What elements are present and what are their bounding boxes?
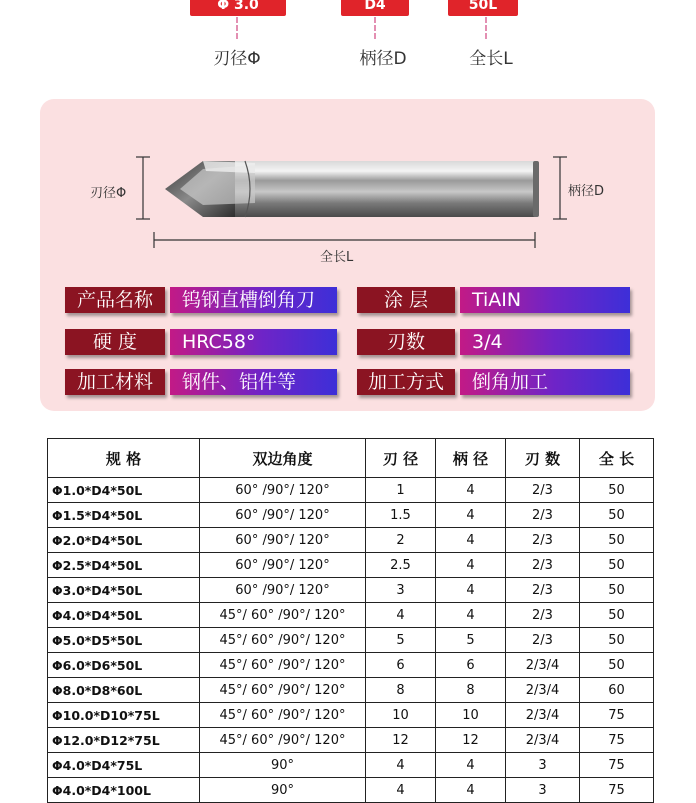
cell-angle: 45°/ 60° /90°/ 120° bbox=[200, 603, 366, 628]
cell-flutes: 3 bbox=[506, 778, 580, 803]
cell-blade-diameter: 8 bbox=[366, 678, 436, 703]
cell-flutes: 2/3/4 bbox=[506, 703, 580, 728]
overall-length-tag-text: 50L bbox=[468, 0, 498, 13]
cell-shank-diameter: 4 bbox=[436, 553, 506, 578]
spec-key-product-name: 产品名称 bbox=[65, 287, 165, 313]
header-model: 规 格 bbox=[48, 439, 200, 478]
header-angle: 双边角度 bbox=[200, 439, 366, 478]
diagram-shank-label: 柄径D bbox=[568, 184, 605, 199]
cell-length: 75 bbox=[580, 753, 654, 778]
cell-shank-diameter: 5 bbox=[436, 628, 506, 653]
spec-value-material: 钢件、铝件等 bbox=[170, 369, 337, 395]
table-row bbox=[48, 553, 654, 578]
table-row bbox=[48, 628, 654, 653]
table-row bbox=[48, 703, 654, 728]
cell-model: Φ8.0*D8*60L bbox=[48, 678, 200, 703]
cell-blade-diameter: 12 bbox=[366, 728, 436, 753]
cell-model: Φ6.0*D6*50L bbox=[48, 653, 200, 678]
cell-length: 50 bbox=[580, 578, 654, 603]
cell-angle: 45°/ 60° /90°/ 120° bbox=[200, 703, 366, 728]
cell-shank-diameter: 8 bbox=[436, 678, 506, 703]
table-row bbox=[48, 753, 654, 778]
spec-key-material: 加工材料 bbox=[65, 369, 165, 395]
table-body bbox=[48, 478, 654, 803]
cell-length: 50 bbox=[580, 553, 654, 578]
cell-length: 75 bbox=[580, 703, 654, 728]
cell-angle: 45°/ 60° /90°/ 120° bbox=[200, 653, 366, 678]
cell-angle: 60° /90°/ 120° bbox=[200, 503, 366, 528]
cell-blade-diameter: 4 bbox=[366, 753, 436, 778]
cell-shank-diameter: 4 bbox=[436, 528, 506, 553]
cell-blade-diameter: 2 bbox=[366, 528, 436, 553]
diagram-length-label: 全长L bbox=[320, 250, 354, 265]
cell-blade-diameter: 6 bbox=[366, 653, 436, 678]
cell-shank-diameter: 4 bbox=[436, 503, 506, 528]
cell-length: 75 bbox=[580, 778, 654, 803]
cell-model: Φ1.5*D4*50L bbox=[48, 503, 200, 528]
cell-angle: 90° bbox=[200, 778, 366, 803]
table-row bbox=[48, 578, 654, 603]
header-flutes: 刃 数 bbox=[506, 439, 580, 478]
spec-key-method: 加工方式 bbox=[357, 369, 455, 395]
cell-shank-diameter: 4 bbox=[436, 478, 506, 503]
cell-length: 50 bbox=[580, 653, 654, 678]
cell-flutes: 2/3 bbox=[506, 503, 580, 528]
top-dimension-legend bbox=[0, 0, 696, 90]
cell-blade-diameter: 1.5 bbox=[366, 503, 436, 528]
diagram-blade-label: 刃径Φ bbox=[90, 186, 127, 201]
cell-length: 50 bbox=[580, 478, 654, 503]
cell-length: 60 bbox=[580, 678, 654, 703]
header-blade-diameter: 刃 径 bbox=[366, 439, 436, 478]
cell-flutes: 2/3 bbox=[506, 553, 580, 578]
spec-value-flutes: 3/4 bbox=[460, 329, 630, 355]
cell-shank-diameter: 6 bbox=[436, 653, 506, 678]
cell-angle: 60° /90°/ 120° bbox=[200, 578, 366, 603]
overall-length-tag bbox=[448, 0, 518, 16]
table-row bbox=[48, 728, 654, 753]
header-length: 全 长 bbox=[580, 439, 654, 478]
cell-shank-diameter: 4 bbox=[436, 603, 506, 628]
cell-blade-diameter: 4 bbox=[366, 603, 436, 628]
blade-diameter-label: 刃径Φ bbox=[213, 49, 261, 69]
cell-shank-diameter: 4 bbox=[436, 753, 506, 778]
cell-model: Φ12.0*D12*75L bbox=[48, 728, 200, 753]
table-row bbox=[48, 478, 654, 503]
cell-shank-diameter: 10 bbox=[436, 703, 506, 728]
header-shank-diameter: 柄 径 bbox=[436, 439, 506, 478]
cell-length: 50 bbox=[580, 503, 654, 528]
cell-flutes: 2/3 bbox=[506, 578, 580, 603]
cell-angle: 45°/ 60° /90°/ 120° bbox=[200, 628, 366, 653]
cell-model: Φ4.0*D4*75L bbox=[48, 753, 200, 778]
table-row bbox=[48, 778, 654, 803]
cell-blade-diameter: 4 bbox=[366, 778, 436, 803]
blade-dash-line bbox=[236, 17, 238, 39]
cell-shank-diameter: 12 bbox=[436, 728, 506, 753]
length-dash-line bbox=[485, 17, 487, 39]
spec-key-coating: 涂 层 bbox=[357, 287, 455, 313]
cell-angle: 60° /90°/ 120° bbox=[200, 528, 366, 553]
cell-length: 50 bbox=[580, 628, 654, 653]
cell-model: Φ4.0*D4*50L bbox=[48, 603, 200, 628]
cell-shank-diameter: 4 bbox=[436, 778, 506, 803]
cell-blade-diameter: 1 bbox=[366, 478, 436, 503]
cell-length: 75 bbox=[580, 728, 654, 753]
cell-flutes: 2/3 bbox=[506, 628, 580, 653]
cell-length: 50 bbox=[580, 528, 654, 553]
cell-shank-diameter: 4 bbox=[436, 578, 506, 603]
blade-diameter-tag-text: Φ 3.0 bbox=[217, 0, 259, 13]
cell-flutes: 2/3/4 bbox=[506, 728, 580, 753]
cell-model: Φ10.0*D10*75L bbox=[48, 703, 200, 728]
cell-flutes: 2/3/4 bbox=[506, 678, 580, 703]
shank-diameter-tag bbox=[341, 0, 409, 16]
table-row bbox=[48, 528, 654, 553]
blade-diameter-tag bbox=[190, 0, 286, 16]
shank-diameter-label: 柄径D bbox=[359, 49, 407, 69]
cell-model: Φ1.0*D4*50L bbox=[48, 478, 200, 503]
cell-model: Φ5.0*D5*50L bbox=[48, 628, 200, 653]
cell-model: Φ4.0*D4*100L bbox=[48, 778, 200, 803]
specification-table bbox=[47, 438, 654, 803]
spec-value-method: 倒角加工 bbox=[460, 369, 630, 395]
table-row bbox=[48, 603, 654, 628]
spec-value-product-name: 钨钢直槽倒角刀 bbox=[170, 287, 337, 313]
shank-dash-line bbox=[374, 17, 376, 39]
table-row bbox=[48, 678, 654, 703]
table-header-row bbox=[48, 439, 654, 478]
cell-model: Φ3.0*D4*50L bbox=[48, 578, 200, 603]
cell-model: Φ2.0*D4*50L bbox=[48, 528, 200, 553]
overall-length-label: 全长L bbox=[469, 49, 513, 69]
cell-length: 50 bbox=[580, 603, 654, 628]
cell-flutes: 2/3 bbox=[506, 478, 580, 503]
cell-angle: 90° bbox=[200, 753, 366, 778]
cell-blade-diameter: 3 bbox=[366, 578, 436, 603]
table-row bbox=[48, 503, 654, 528]
spec-key-flutes: 刃数 bbox=[357, 329, 455, 355]
cell-flutes: 2/3/4 bbox=[506, 653, 580, 678]
spec-value-coating: TiAIN bbox=[460, 287, 630, 313]
cell-blade-diameter: 2.5 bbox=[366, 553, 436, 578]
cell-blade-diameter: 5 bbox=[366, 628, 436, 653]
spec-value-hardness: HRC58° bbox=[170, 329, 337, 355]
cell-angle: 45°/ 60° /90°/ 120° bbox=[200, 728, 366, 753]
table-row bbox=[48, 653, 654, 678]
cell-angle: 60° /90°/ 120° bbox=[200, 553, 366, 578]
cell-angle: 60° /90°/ 120° bbox=[200, 478, 366, 503]
cell-flutes: 3 bbox=[506, 753, 580, 778]
cell-model: Φ2.5*D4*50L bbox=[48, 553, 200, 578]
shank-diameter-tag-text: D4 bbox=[364, 0, 386, 13]
cell-angle: 45°/ 60° /90°/ 120° bbox=[200, 678, 366, 703]
spec-key-hardness: 硬 度 bbox=[65, 329, 165, 355]
cell-flutes: 2/3 bbox=[506, 603, 580, 628]
cell-blade-diameter: 10 bbox=[366, 703, 436, 728]
product-panel bbox=[40, 99, 655, 411]
cell-flutes: 2/3 bbox=[506, 528, 580, 553]
